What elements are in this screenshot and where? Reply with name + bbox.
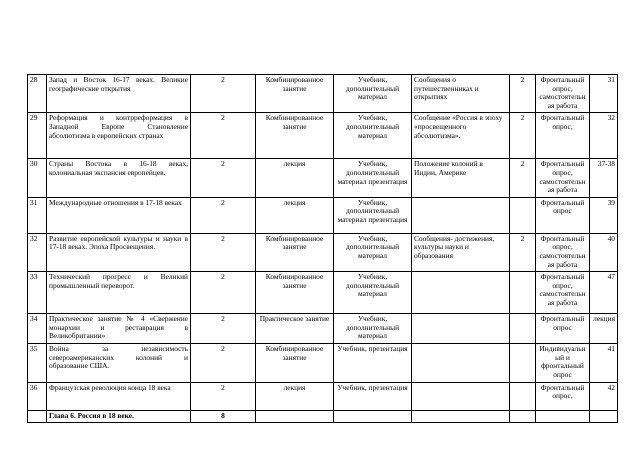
table-row — [28, 344, 618, 382]
chapter-title: Глава 6. Россия в 18 веке. — [47, 410, 191, 423]
textbook-paragraph: 42 — [590, 382, 618, 410]
control-form: Фронтальный опрос, самостоятельная работа — [536, 75, 590, 113]
lesson-hours: 2 — [191, 159, 256, 197]
lesson-materials: Учебник, дополнительный материал — [334, 233, 412, 271]
independent-work: Сообщение «Россия в эпоху «просвещенного абсолютизма». — [412, 113, 510, 159]
chapter-empty-cell — [412, 410, 510, 423]
lesson-materials: Учебник, презентация — [334, 382, 412, 410]
lesson-type: Комбинированное занятие — [256, 344, 334, 382]
row-number: 36 — [28, 382, 47, 410]
row-number: 28 — [28, 75, 47, 113]
lesson-hours: 2 — [191, 314, 256, 344]
row-number: 33 — [28, 272, 47, 314]
table-row — [28, 382, 618, 410]
control-form: Фронтальный опрос — [536, 314, 590, 344]
table-row — [28, 314, 618, 344]
control-form: Индивидуальный и фронтальный опрос — [536, 344, 590, 382]
textbook-paragraph: 41 — [590, 344, 618, 382]
row-number: 31 — [28, 197, 47, 233]
independent-work — [412, 382, 510, 410]
chapter-empty-cell — [256, 410, 334, 423]
independent-work — [412, 314, 510, 344]
row-number: 30 — [28, 159, 47, 197]
independent-hours: 2 — [510, 159, 536, 197]
control-form: Фронтальный опрос, самостоятельная работа — [536, 272, 590, 314]
table-body — [28, 75, 618, 423]
lesson-type: лекция — [256, 382, 334, 410]
lesson-topic: Страны Востока в 16-18 веках, колониальная экспансия европейцев. — [47, 159, 191, 197]
independent-work: Сообщения- достижения, культуры науки и образования — [412, 233, 510, 271]
textbook-paragraph: лекция — [590, 314, 618, 344]
table-row — [28, 75, 618, 113]
control-form: Фронтальный опрос — [536, 197, 590, 233]
lesson-topic: Международные отношения в 17-18 веках — [47, 197, 191, 233]
control-form: Фронтальный опрос, самостоятельная работа — [536, 159, 590, 197]
lesson-type: Практическое занятие — [256, 314, 334, 344]
lesson-materials: Учебник, презентация — [334, 344, 412, 382]
lesson-topic: Война за независимость североамериканских колоний и образование США. — [47, 344, 191, 382]
chapter-empty-cell — [510, 410, 536, 423]
independent-hours — [510, 272, 536, 314]
chapter-empty-cell — [590, 410, 618, 423]
lesson-topic: Реформация и контрреформация в Западной Европе Становление абсолютизма в европейских странах — [47, 113, 191, 159]
table-row — [28, 113, 618, 159]
chapter-hours: 8 — [191, 410, 256, 423]
chapter-empty-cell — [536, 410, 590, 423]
chapter-empty-cell — [334, 410, 412, 423]
lesson-type: Комбинированное занятие — [256, 272, 334, 314]
row-number: 35 — [28, 344, 47, 382]
independent-hours — [510, 344, 536, 382]
table-row — [28, 197, 618, 233]
lesson-hours: 2 — [191, 113, 256, 159]
table-row — [28, 233, 618, 271]
independent-work — [412, 197, 510, 233]
independent-work: Сообщения о путешественниках и открытиях — [412, 75, 510, 113]
textbook-paragraph: 47 — [590, 272, 618, 314]
lesson-materials: Учебник, дополнительный материал — [334, 272, 412, 314]
lesson-materials: Учебник, дополнительный материал презентация — [334, 197, 412, 233]
lesson-topic: Развитие европейской культуры и науки в 17-18 веках. Эпоха Просвещения. — [47, 233, 191, 271]
independent-hours: 2 — [510, 113, 536, 159]
control-form: Фронтальный опрос, самостоятельная работа — [536, 233, 590, 271]
textbook-paragraph: 40 — [590, 233, 618, 271]
lesson-hours: 2 — [191, 272, 256, 314]
chapter-num-cell — [28, 410, 47, 423]
independent-hours: 2 — [510, 75, 536, 113]
lesson-hours: 2 — [191, 382, 256, 410]
lesson-topic: Французская революция конца 18 века — [47, 382, 191, 410]
table-row — [28, 159, 618, 197]
lesson-topic: Запад и Восток 16-17 веках. Великие географические открытия — [47, 75, 191, 113]
independent-hours — [510, 382, 536, 410]
lesson-topic: Технический прогресс и Великий промышленный переворот. — [47, 272, 191, 314]
lesson-hours: 2 — [191, 344, 256, 382]
lesson-materials: Учебник, дополнительный материал — [334, 113, 412, 159]
lesson-topic: Практическое занятие № 4 «Свержение монархии и реставрация в Великобритании» — [47, 314, 191, 344]
row-number: 29 — [28, 113, 47, 159]
lesson-type: Комбинированное занятие — [256, 113, 334, 159]
independent-work: Положение колоний в Индии, Америке — [412, 159, 510, 197]
table-row — [28, 272, 618, 314]
chapter-row — [28, 410, 618, 423]
independent-hours — [510, 314, 536, 344]
lesson-plan-table — [27, 74, 618, 423]
textbook-paragraph: 32 — [590, 113, 618, 159]
lesson-hours: 2 — [191, 75, 256, 113]
lesson-hours: 2 — [191, 197, 256, 233]
lesson-type: Комбинированное занятие — [256, 233, 334, 271]
control-form: Фронтальный опрос, — [536, 382, 590, 410]
lesson-type: лекция — [256, 197, 334, 233]
independent-work — [412, 344, 510, 382]
lesson-materials: Учебник, дополнительный материал — [334, 314, 412, 344]
textbook-paragraph: 37-38 — [590, 159, 618, 197]
row-number: 34 — [28, 314, 47, 344]
independent-work — [412, 272, 510, 314]
independent-hours: 2 — [510, 233, 536, 271]
row-number: 32 — [28, 233, 47, 271]
lesson-type: лекция — [256, 159, 334, 197]
lesson-type: Комбинированное занятие — [256, 75, 334, 113]
independent-hours — [510, 197, 536, 233]
textbook-paragraph: 31 — [590, 75, 618, 113]
control-form: Фронтальный опрос, — [536, 113, 590, 159]
lesson-hours: 2 — [191, 233, 256, 271]
lesson-materials: Учебник, дополнительный материал презентация — [334, 159, 412, 197]
lesson-materials: Учебник, дополнительный материал — [334, 75, 412, 113]
textbook-paragraph: 39 — [590, 197, 618, 233]
